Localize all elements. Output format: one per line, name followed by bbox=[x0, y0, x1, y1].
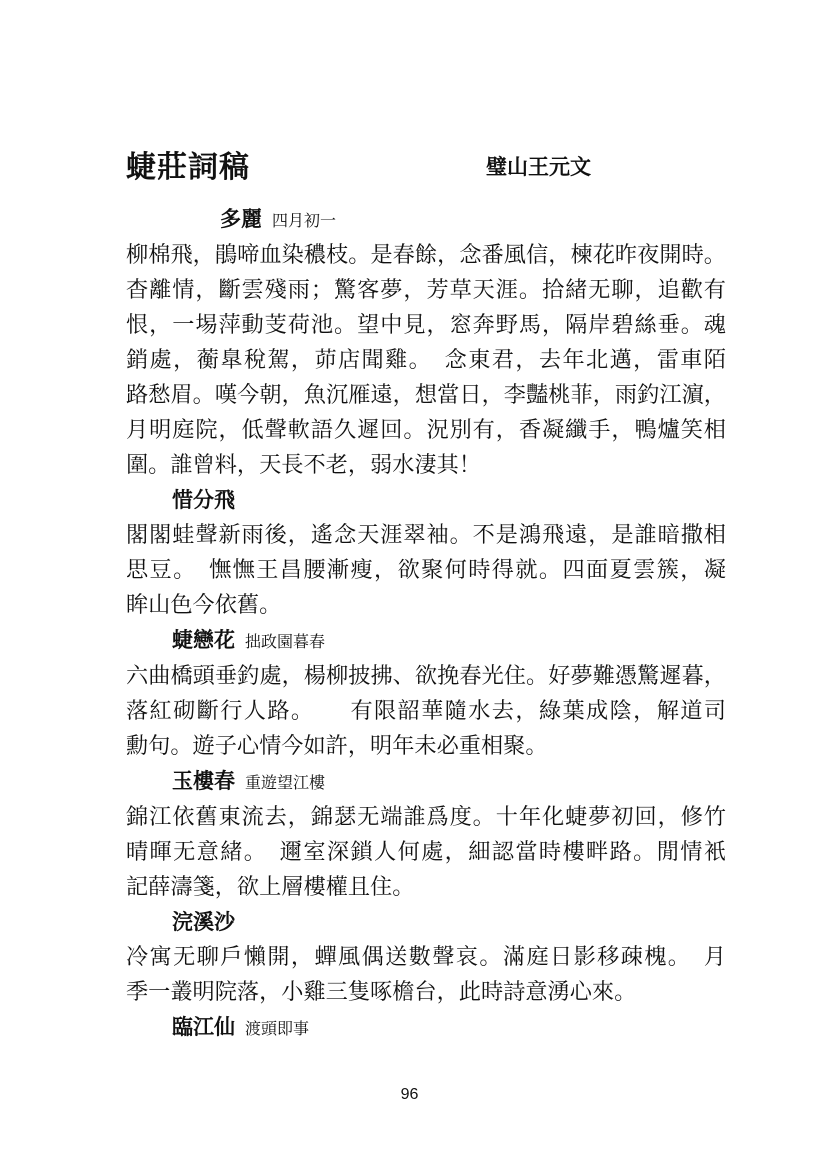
poem-heading bbox=[126, 483, 726, 518]
poem-title: 玉樓春 bbox=[172, 769, 235, 793]
poem-line: 閣閣蛙聲新雨後，遙念天涯翠袖。不是鴻飛遠，是誰暗撒相 bbox=[126, 522, 726, 548]
poem-line: 冷寓无聊戶懶開，蟬風偶送數聲哀。滿庭日影移疎槐。 月 bbox=[126, 944, 726, 970]
poem-line: 六曲橋頭垂釣處，楊柳披拂、欲挽春光住。好夢難憑驚遲暮， bbox=[126, 663, 726, 689]
poem-text bbox=[126, 659, 726, 764]
poem-line: 眸山色今依舊。 bbox=[126, 592, 282, 618]
poem-text bbox=[126, 940, 726, 1010]
poem-line: 圍。誰曾料，天長不老，弱水淒其！ bbox=[126, 452, 481, 478]
document-author: 璧山王元文 bbox=[486, 155, 591, 179]
poem-yulouchun bbox=[126, 764, 726, 905]
poem-heading bbox=[126, 764, 726, 800]
poem-title: 浣溪沙 bbox=[172, 910, 235, 934]
poem-line: 落紅砌斷行人路。 有限韶華隨水去，綠葉成陰，解道司 bbox=[126, 698, 726, 724]
poem-xifenfei bbox=[126, 483, 726, 623]
poem-note: 拙政園暮春 bbox=[245, 632, 326, 651]
poem-text bbox=[126, 238, 726, 483]
poem-line: 季一叢明院落，小雞三隻啄檐台，此時詩意湧心來。 bbox=[126, 979, 637, 1005]
poem-title: 臨江仙 bbox=[172, 1015, 235, 1039]
poem-linjiangxian bbox=[126, 1010, 726, 1046]
poem-line: 晴暉无意緒。 邇室深鎖人何處，細認當時樓畔路。閒情衹 bbox=[126, 839, 726, 865]
poem-text bbox=[126, 800, 726, 905]
poem-heading bbox=[126, 202, 726, 238]
poem-line: 恨，一埸萍動芰荷池。望中見，窓奔野馬，隔岸碧絲垂。魂 bbox=[126, 312, 726, 338]
poem-note: 重遊望江樓 bbox=[245, 773, 326, 792]
poem-heading bbox=[126, 1010, 726, 1046]
poem-duoli bbox=[126, 202, 726, 483]
poem-line: 思豆。 憮憮王昌腰漸瘦，欲聚何時得就。四面夏雲簇，凝 bbox=[126, 557, 726, 583]
document-title: 蜨莊詞稿 bbox=[126, 150, 250, 185]
poem-line: 記薛濤箋，欲上層樓權且住。 bbox=[126, 874, 415, 900]
poem-text bbox=[126, 518, 726, 623]
poem-line: 勳句。遊子心情今如許，明年未必重相聚。 bbox=[126, 733, 548, 759]
poem-title: 多麗 bbox=[220, 207, 262, 231]
page-number: 96 bbox=[400, 1086, 419, 1103]
poem-line: 杳離情，斷雲殘雨；驚客夢，芳草天涯。拾緒无聊，追歡有 bbox=[126, 277, 726, 303]
poem-note: 四月初一 bbox=[272, 211, 337, 230]
poem-line: 銷處，蘅臯稅駕，茆店聞雞。 念東君，去年北邁，雷車陌 bbox=[126, 347, 726, 373]
poem-dielianhua bbox=[126, 623, 726, 764]
poem-heading bbox=[126, 623, 726, 659]
poem-line: 柳棉飛，鵑啼血染穠枝。是春餘，念番風信，楝花昨夜開時。 bbox=[126, 242, 726, 268]
poem-line: 月明庭院，低聲軟語久遲回。況別有，香凝纖手，鴨爐笑相 bbox=[126, 417, 726, 443]
poem-title: 惜分飛 bbox=[172, 488, 235, 512]
poem-huanxisha bbox=[126, 905, 726, 1010]
poem-heading bbox=[126, 905, 726, 940]
poem-title: 蜨戀花 bbox=[172, 628, 235, 652]
poem-line: 路愁眉。嘆今朝，魚沉雁遠，想當日，李豔桃菲，雨釣江濵， bbox=[126, 382, 726, 408]
poem-note: 渡頭即事 bbox=[245, 1019, 310, 1038]
poem-line: 錦江依舊東流去，錦瑟无端誰爲度。十年化蜨夢初回，修竹 bbox=[126, 804, 726, 830]
poem-body bbox=[126, 202, 726, 1046]
